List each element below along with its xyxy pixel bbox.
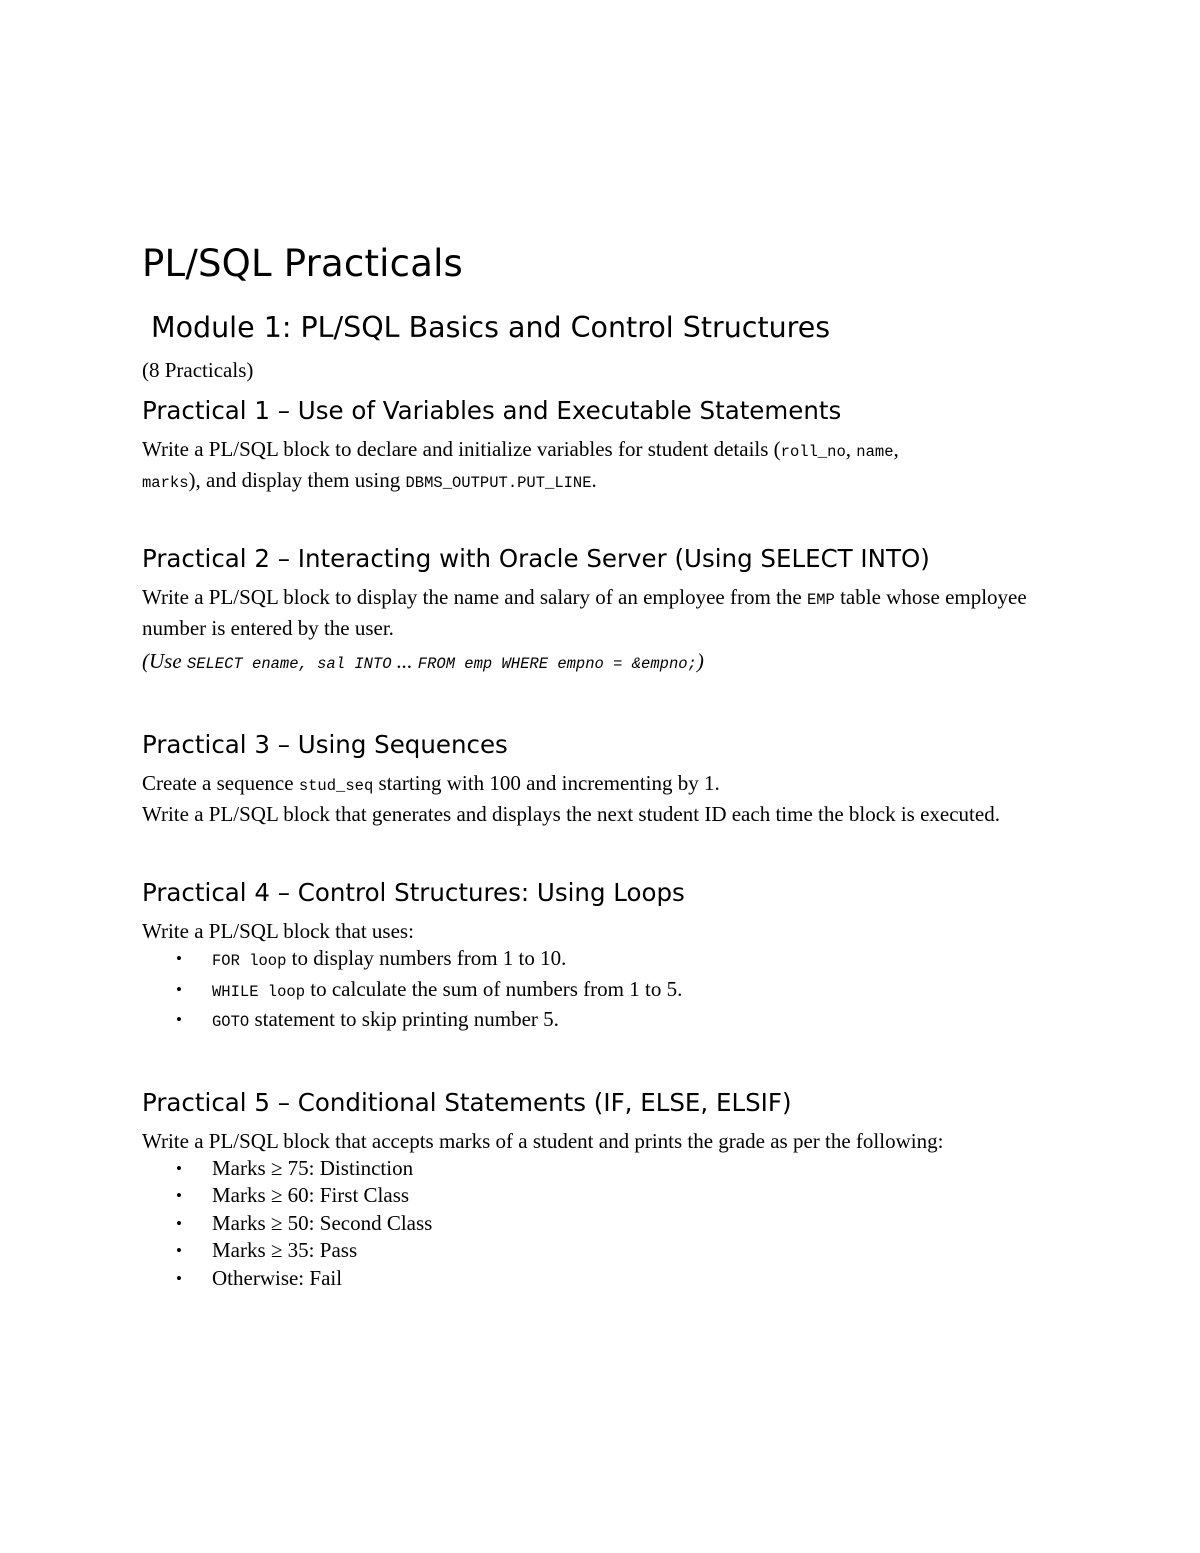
list-item [142, 1182, 1062, 1210]
list-item [142, 1155, 1062, 1183]
practical-4-item-1-code: FOR loop [212, 952, 287, 970]
practical-1-section [142, 393, 1062, 497]
practical-2-code-emp: EMP [806, 591, 835, 609]
practical-3-line-1-b: starting with 100 and incrementing by 1. [373, 771, 720, 795]
practical-4-title: Practical 4 – Control Structures: Using Loops [142, 878, 685, 907]
bullet-icon: • [176, 1158, 182, 1178]
practical-1-text-d: ), and display them using [188, 468, 406, 492]
practical-3-code-stud-seq: stud_seq [298, 777, 374, 795]
grade-rule: Marks ≥ 75: Distinction [212, 1155, 414, 1180]
practical-4-item-3-code: GOTO [212, 1013, 250, 1031]
practical-1-description [142, 435, 1062, 497]
practical-2-text-b: table whose employee number is entered by the user. [142, 585, 1027, 640]
practical-2-hint-code-a: SELECT ename, sal INTO [186, 655, 392, 673]
grade-rule: Otherwise: Fail [212, 1265, 343, 1290]
list-item [142, 1237, 1062, 1265]
practical-3-line-2: Write a PL/SQL block that generates and displays the next student ID each time the block is executed. [142, 802, 1000, 826]
practical-1-text-e: . [591, 468, 597, 492]
grade-rule: Marks ≥ 60: First Class [212, 1183, 410, 1207]
bullet-icon: • [176, 1186, 182, 1205]
practical-2-title: Practical 2 – Interacting with Oracle Server (Using SELECT INTO) [142, 544, 930, 573]
practical-4-section [142, 875, 1062, 1037]
practical-4-item-2-code: WHILE loop [212, 982, 306, 1001]
practical-1-code-dbms-output: DBMS_OUTPUT.PUT_LINE [405, 474, 592, 492]
module-note: (8 Practicals) [142, 358, 254, 382]
practical-5-section [142, 1085, 1062, 1293]
module-title: Module 1: PL/SQL Basics and Control Structures [151, 311, 831, 344]
practical-4-item-2-text: to calculate the sum of numbers from 1 to 5. [305, 976, 683, 1001]
practical-2-description [142, 583, 1062, 642]
bullet-icon: • [176, 1241, 182, 1260]
practical-5-list [142, 1155, 1062, 1293]
bullet-icon: • [176, 979, 182, 999]
practical-1-code-roll-no: roll_no [780, 443, 846, 461]
practical-4-item-1-text: to display numbers from 1 to 10. [286, 946, 567, 970]
practical-2-text-a: Write a PL/SQL block to display the name and salary of an employee from the [142, 585, 807, 609]
practical-1-text-c: , [893, 437, 899, 461]
bullet-icon: • [176, 1213, 182, 1233]
practical-1-title: Practical 1 – Use of Variables and Executable Statements [142, 396, 842, 425]
list-item [142, 976, 1062, 1007]
practical-3-line-1-a: Create a sequence [142, 771, 299, 795]
practical-1-code-marks: marks [142, 474, 189, 492]
practical-1-text-b: , [845, 437, 857, 461]
bullet-icon: • [176, 1268, 182, 1288]
bullet-icon: • [176, 949, 182, 968]
grade-rule: Marks ≥ 35: Pass [212, 1238, 358, 1262]
practical-2-hint-code-b: FROM emp WHERE empno = &empno; [417, 655, 697, 673]
practical-2-section [142, 541, 1062, 679]
practical-3-title: Practical 3 – Using Sequences [142, 730, 508, 759]
practical-3-line-1 [142, 769, 1062, 800]
document-title: PL/SQL Practicals [142, 242, 464, 285]
practical-1-text-a: Write a PL/SQL block to declare and initialize variables for student details ( [142, 437, 781, 461]
practical-2-hint-close: ) [696, 649, 704, 673]
list-item [142, 1265, 1062, 1293]
grade-rule: Marks ≥ 50: Second Class [212, 1210, 433, 1235]
bullet-icon: • [176, 1010, 182, 1029]
practical-3-section [142, 727, 1062, 828]
practical-2-hint-dots: ... [391, 649, 418, 673]
practical-4-list [142, 945, 1062, 1037]
practical-2-hint-open: (Use [142, 649, 187, 673]
practical-4-intro: Write a PL/SQL block that uses: [142, 919, 414, 943]
practical-5-intro: Write a PL/SQL block that accepts marks of a student and prints the grade as per the following: [142, 1128, 944, 1153]
practical-1-code-name: name [856, 443, 894, 461]
list-item [142, 1006, 1062, 1037]
list-item [142, 1210, 1062, 1238]
practical-2-hint [142, 646, 1062, 679]
list-item [142, 945, 1062, 976]
document-page [142, 238, 1062, 1292]
practical-5-title: Practical 5 – Conditional Statements (IF, ELSE, ELSIF) [142, 1087, 792, 1117]
practical-4-item-3-text: statement to skip printing number 5. [249, 1007, 559, 1031]
